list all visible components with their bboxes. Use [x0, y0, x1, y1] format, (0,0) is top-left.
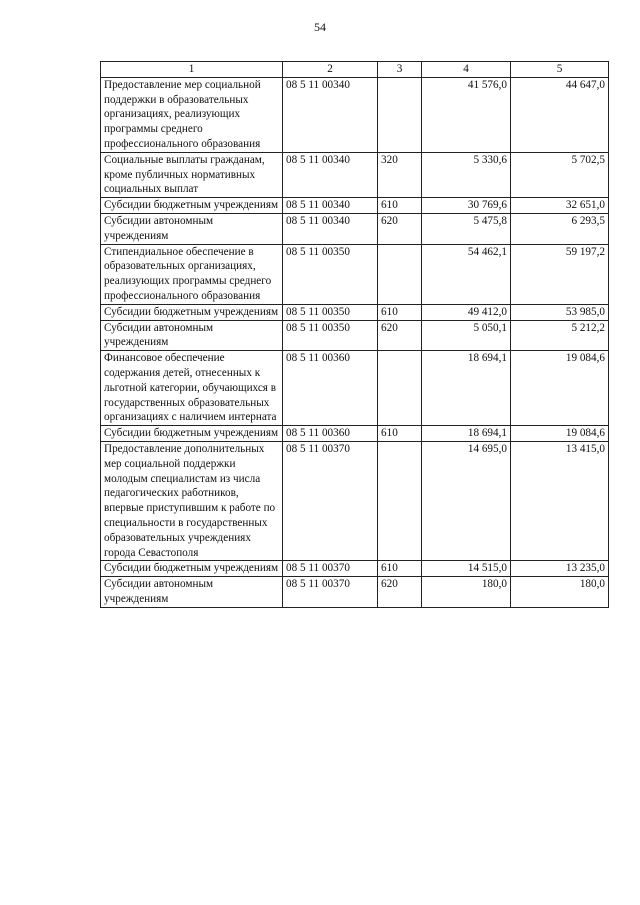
column-header: 1 [101, 62, 283, 78]
row-expense-type: 610 [378, 198, 422, 214]
row-amount-year-2: 13 415,0 [511, 441, 609, 560]
table-row [101, 561, 609, 577]
row-amount-year-2: 44 647,0 [511, 77, 609, 152]
table-row [101, 152, 609, 197]
table-row [101, 213, 609, 244]
row-amount-year-2: 180,0 [511, 577, 609, 608]
row-code: 08 5 11 00340 [283, 198, 378, 214]
table-row [101, 351, 609, 426]
row-description: Предоставление мер социальной поддержки в образовательных организациях, реализующих программы среднего профессионального образования [101, 77, 283, 152]
row-code: 08 5 11 00350 [283, 244, 378, 304]
row-description: Субсидии бюджетным учреждениям [101, 561, 283, 577]
table-row [101, 198, 609, 214]
row-expense-type: 620 [378, 213, 422, 244]
row-expense-type: 610 [378, 426, 422, 442]
row-code: 08 5 11 00340 [283, 213, 378, 244]
row-amount-year-2: 5 702,5 [511, 152, 609, 197]
row-amount-year-2: 53 985,0 [511, 304, 609, 320]
row-expense-type: 320 [378, 152, 422, 197]
row-amount-year-1: 54 462,1 [422, 244, 511, 304]
column-header: 2 [283, 62, 378, 78]
row-description: Социальные выплаты гражданам, кроме публичных нормативных социальных выплат [101, 152, 283, 197]
row-amount-year-1: 5 330,6 [422, 152, 511, 197]
row-amount-year-1: 180,0 [422, 577, 511, 608]
row-code: 08 5 11 00340 [283, 152, 378, 197]
row-description: Субсидии бюджетным учреждениям [101, 198, 283, 214]
row-code: 08 5 11 00370 [283, 561, 378, 577]
row-amount-year-1: 30 769,6 [422, 198, 511, 214]
table-row [101, 441, 609, 560]
row-amount-year-1: 41 576,0 [422, 77, 511, 152]
row-expense-type: 610 [378, 304, 422, 320]
row-expense-type [378, 244, 422, 304]
row-description: Субсидии автономным учреждениям [101, 577, 283, 608]
column-header: 5 [511, 62, 609, 78]
row-code: 08 5 11 00360 [283, 351, 378, 426]
row-amount-year-2: 32 651,0 [511, 198, 609, 214]
table-row [101, 426, 609, 442]
row-amount-year-1: 14 515,0 [422, 561, 511, 577]
row-amount-year-1: 5 475,8 [422, 213, 511, 244]
row-description: Финансовое обеспечение содержания детей, отнесенных к льготной категории, обучающихся в государственных образовательных организациях с наличием интерната [101, 351, 283, 426]
row-code: 08 5 11 00370 [283, 441, 378, 560]
table-row [101, 320, 609, 351]
row-description: Субсидии бюджетным учреждениям [101, 426, 283, 442]
row-expense-type: 610 [378, 561, 422, 577]
row-amount-year-1: 49 412,0 [422, 304, 511, 320]
row-expense-type [378, 351, 422, 426]
row-expense-type [378, 441, 422, 560]
row-amount-year-2: 13 235,0 [511, 561, 609, 577]
column-header: 4 [422, 62, 511, 78]
row-amount-year-2: 19 084,6 [511, 426, 609, 442]
row-amount-year-1: 18 694,1 [422, 426, 511, 442]
row-amount-year-1: 5 050,1 [422, 320, 511, 351]
row-description: Субсидии автономным учреждениям [101, 213, 283, 244]
row-code: 08 5 11 00350 [283, 304, 378, 320]
row-amount-year-2: 5 212,2 [511, 320, 609, 351]
budget-table-body [101, 62, 609, 608]
table-header-row [101, 62, 609, 78]
table-row [101, 77, 609, 152]
row-expense-type: 620 [378, 320, 422, 351]
row-description: Предоставление дополнительных мер социальной поддержки молодым специалистам из числа педагогических работников, впервые приступившим к работе по специальности в государственных образовательных учреждениях города Севастополя [101, 441, 283, 560]
row-amount-year-1: 18 694,1 [422, 351, 511, 426]
row-description: Субсидии бюджетным учреждениям [101, 304, 283, 320]
column-header: 3 [378, 62, 422, 78]
row-description: Субсидии автономным учреждениям [101, 320, 283, 351]
row-code: 08 5 11 00340 [283, 77, 378, 152]
table-row [101, 577, 609, 608]
budget-table [100, 61, 609, 608]
row-amount-year-2: 6 293,5 [511, 213, 609, 244]
row-expense-type: 620 [378, 577, 422, 608]
row-code: 08 5 11 00370 [283, 577, 378, 608]
table-row [101, 244, 609, 304]
row-code: 08 5 11 00360 [283, 426, 378, 442]
row-code: 08 5 11 00350 [283, 320, 378, 351]
table-row [101, 304, 609, 320]
row-description: Стипендиальное обеспечение в образовательных организациях, реализующих программы среднего профессионального образования [101, 244, 283, 304]
row-amount-year-2: 59 197,2 [511, 244, 609, 304]
row-expense-type [378, 77, 422, 152]
row-amount-year-1: 14 695,0 [422, 441, 511, 560]
page-number: 54 [314, 20, 326, 34]
row-amount-year-2: 19 084,6 [511, 351, 609, 426]
